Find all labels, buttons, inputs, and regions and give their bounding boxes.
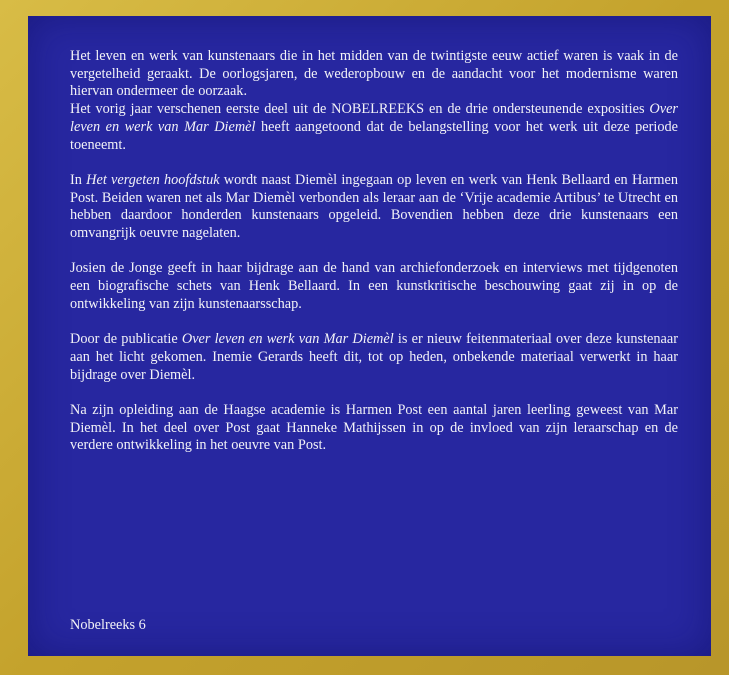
paragraph-post: Na zijn opleiding aan de Haagse academie is Harmen Post een aantal jaren leerling geweest van Mar Diemèl. In het deel over Post gaat Hanneke Mathijssen in op de invloed van zijn leraarschap en de verdere ontwikkeling in het oeuvre van Post. [70, 402, 678, 454]
paragraph-intro: Het leven en werk van kunstenaars die in het midden van de twintigste eeuw actief waren is vaak in de vergetelheid geraakt. De oorlogsjaren, de wederopbouw en de aandacht voor het modernisme waren hiervan ondermeer de oorzaak. [70, 48, 678, 100]
blue-text-panel [28, 16, 711, 656]
paragraph-forgotten-chapter [70, 172, 678, 243]
paragraph-bellaard: Josien de Jonge geeft in haar bijdrage aan de hand van archiefonderzoek en interviews met tijdgenoten een biografische schets van Henk Bellaard. In een kunstkritische beschouwing gaat zij in op de ontwikkeling van zijn kunstenaarsschap. [70, 260, 678, 312]
paragraph-diemel-start: Door de publicatie [70, 331, 182, 348]
paragraph-previous-volume-end: heeft aangetoond dat de belangstelling voor het werk uit deze periode toeneemt. [70, 118, 678, 153]
paragraph-forgotten-chapter-end: wordt naast Diemèl ingegaan op leven en werk van Henk Bellaard en Harmen Post. Beiden waren net als Mar Diemèl verbonden als leraar aan de ‘Vrije academie Artibus’ te Utrecht en hebben daardoor honderden kunstenaars opgeleid. Bovendien hebben deze drie kunstenaars een omvangrijk oeuvre nagelaten. [70, 171, 678, 242]
blurb-text [70, 48, 678, 473]
book-title-mar-diemel: Over leven en werk van Mar Diemèl [70, 101, 678, 135]
series-label: Nobelreeks 6 [70, 617, 146, 633]
paragraph-diemel-end: is er nieuw feitenmateriaal over deze kunstenaar aan het licht gekomen. Inemie Gerards heeft dit, tot op heden, onbekende materiaal verwerkt in haar bijdrage over Diemèl. [70, 331, 678, 383]
paragraph-forgotten-chapter-start: In [70, 171, 87, 188]
book-title-mar-diemel-2: Over leven en werk van Mar Diemèl [181, 331, 394, 348]
paragraph-previous-volume [70, 101, 678, 154]
paragraph-previous-volume-start: Het vorig jaar verschenen eerste deel uit de NOBELREEKS en de drie ondersteunende exposities [70, 101, 650, 118]
book-title-vergeten-hoofdstuk: Het vergeten hoofdstuk [86, 171, 220, 188]
paragraph-diemel [70, 331, 678, 384]
